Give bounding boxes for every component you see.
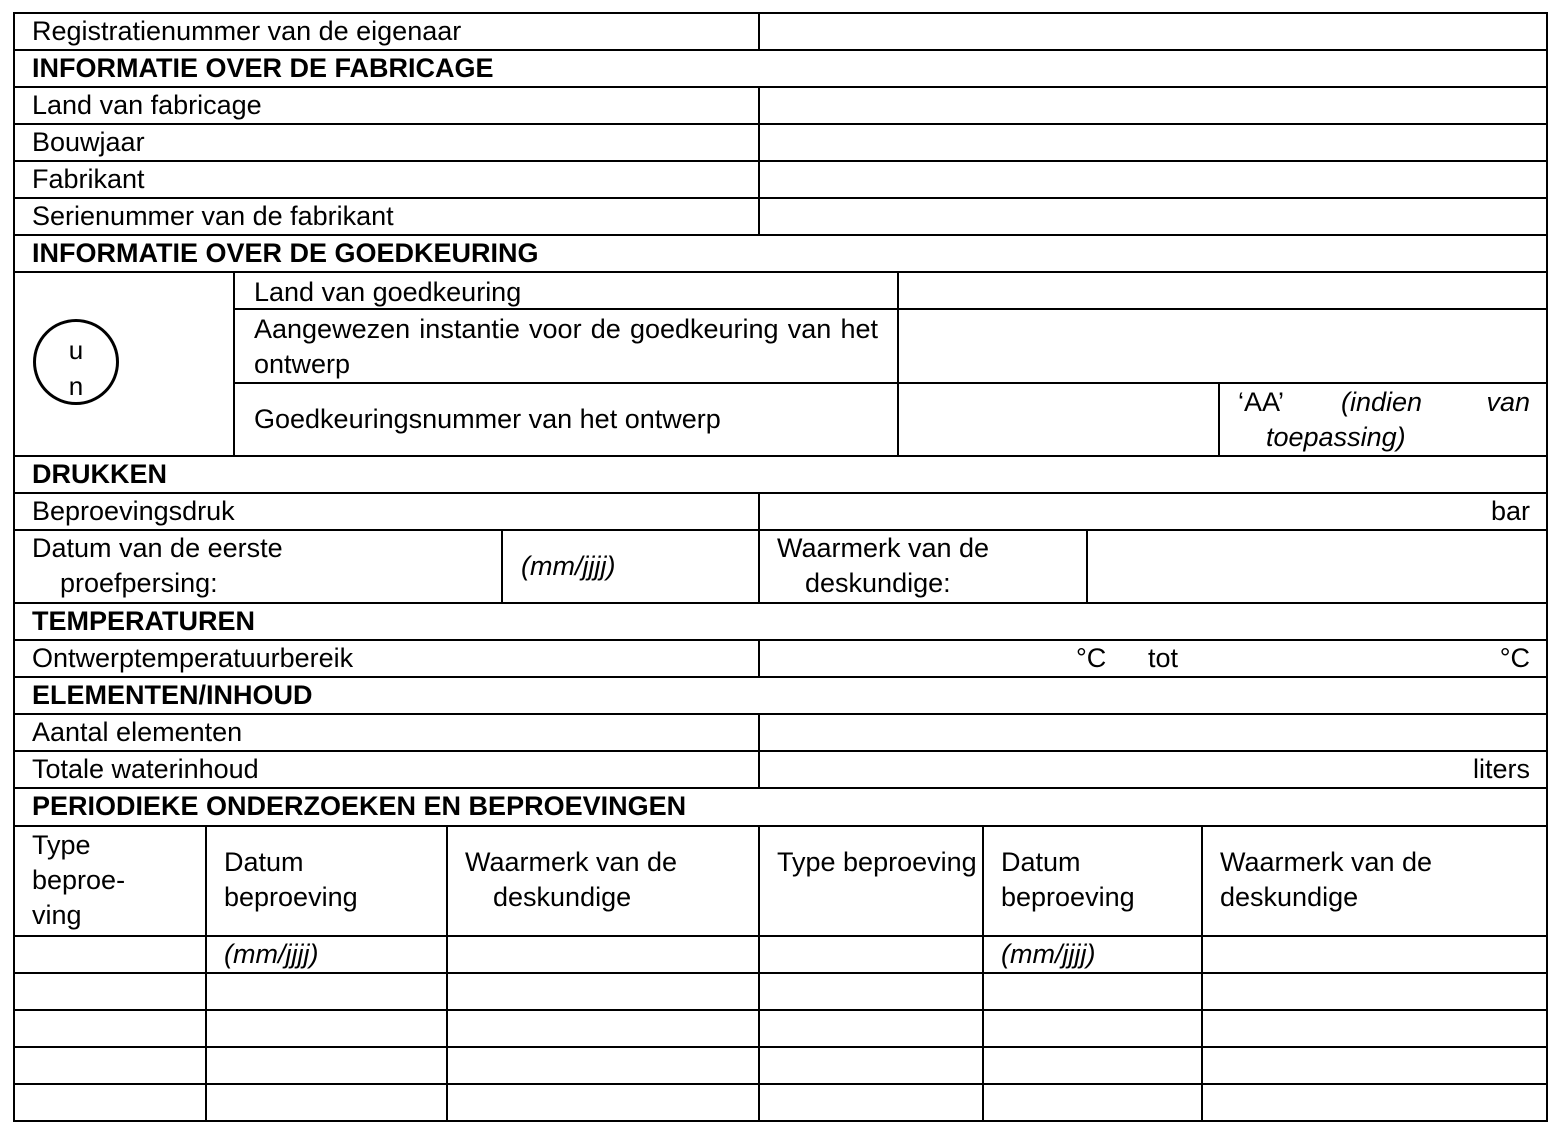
column-header-test-type-1: Type beproe-ving — [32, 830, 126, 930]
country-of-manufacture-field[interactable] — [762, 89, 1544, 121]
periodic-heading: PERIODIEKE ONDERZOEKEN EN BEPROEVINGEN — [32, 791, 687, 821]
un-emblem-icon — [33, 319, 119, 405]
element-count-label: Aantal elementen — [32, 717, 243, 747]
approval-number-field[interactable] — [901, 385, 1216, 453]
manufacturer-field[interactable] — [762, 163, 1544, 195]
temperature-max-unit: °C — [1499, 643, 1530, 673]
expert-stamp-field[interactable] — [1090, 532, 1544, 600]
registration-number-label: Registratienummer van de eigenaar — [32, 16, 462, 46]
test-pressure-unit: bar — [1490, 496, 1530, 526]
temperature-max-field[interactable] — [1213, 642, 1483, 674]
water-capacity-field[interactable] — [762, 753, 1452, 785]
approval-country-label: Land van goedkeuring — [254, 277, 522, 307]
emblem-letter-bottom: n — [68, 371, 84, 401]
temperature-to-label: tot — [1148, 643, 1179, 673]
manufacturer-label: Fabrikant — [32, 164, 145, 194]
first-test-date-label: Datum van de eerste proefpersing: — [32, 533, 283, 598]
water-capacity-label: Totale waterinhoud — [32, 754, 259, 784]
periodic-date-format-2[interactable]: (mm/jjjj) — [1001, 939, 1096, 969]
table-row[interactable] — [15, 974, 1546, 1009]
column-header-test-type-2: Type beproeving — [777, 847, 977, 877]
serial-number-label: Serienummer van de fabrikant — [32, 201, 394, 231]
approval-heading: INFORMATIE OVER DE GOEDKEURING — [32, 238, 539, 268]
column-header-test-date-1: Datum beproeving — [224, 847, 358, 912]
column-header-expert-stamp-2: Waarmerk van de deskundige — [1220, 847, 1433, 912]
manufacture-heading: INFORMATIE OVER DE FABRICAGE — [32, 53, 494, 83]
country-of-manufacture-label: Land van fabricage — [32, 90, 262, 120]
approval-body-label: Aangewezen instantie voor de goedkeuring van het ontwerp — [254, 314, 878, 379]
test-pressure-label: Beproevingsdruk — [32, 496, 235, 526]
expert-stamp-label: Waarmerk van de deskundige: — [777, 533, 990, 598]
element-count-field[interactable] — [762, 716, 1544, 748]
aa-note-label: (indien van toepassing) — [1266, 387, 1530, 452]
temperature-min-field[interactable] — [762, 642, 1062, 674]
table-row[interactable] — [15, 1011, 1546, 1046]
temperature-range-label: Ontwerptemperatuurbereik — [32, 643, 354, 673]
approval-number-label: Goedkeuringsnummer van het ontwerp — [254, 404, 721, 434]
approval-body-field[interactable] — [901, 311, 1544, 380]
registration-number-field[interactable] — [762, 15, 1544, 47]
table-row[interactable] — [15, 1085, 1546, 1120]
test-pressure-field[interactable] — [762, 495, 1462, 527]
serial-number-field[interactable] — [762, 200, 1544, 232]
temperature-min-unit: °C — [1076, 643, 1107, 673]
aa-mark-label: ‘AA’ — [1238, 387, 1285, 417]
first-test-date-format[interactable]: (mm/jjjj) — [521, 551, 616, 581]
water-capacity-unit: liters — [1472, 754, 1530, 784]
temperatures-heading: TEMPERATUREN — [32, 606, 256, 636]
periodic-date-format-1[interactable]: (mm/jjjj) — [224, 939, 319, 969]
certificate-form — [13, 12, 1548, 1122]
table-row[interactable] — [15, 937, 1546, 972]
elements-heading: ELEMENTEN/INHOUD — [32, 680, 313, 710]
column-header-expert-stamp-1: Waarmerk van de deskundige — [465, 847, 678, 912]
column-header-test-date-2: Datum beproeving — [1001, 847, 1135, 912]
table-row[interactable] — [15, 1048, 1546, 1083]
construction-year-field[interactable] — [762, 126, 1544, 158]
pressures-heading: DRUKKEN — [32, 459, 167, 489]
emblem-letter-top: u — [68, 335, 84, 365]
approval-country-field[interactable] — [901, 274, 1544, 306]
construction-year-label: Bouwjaar — [32, 127, 145, 157]
